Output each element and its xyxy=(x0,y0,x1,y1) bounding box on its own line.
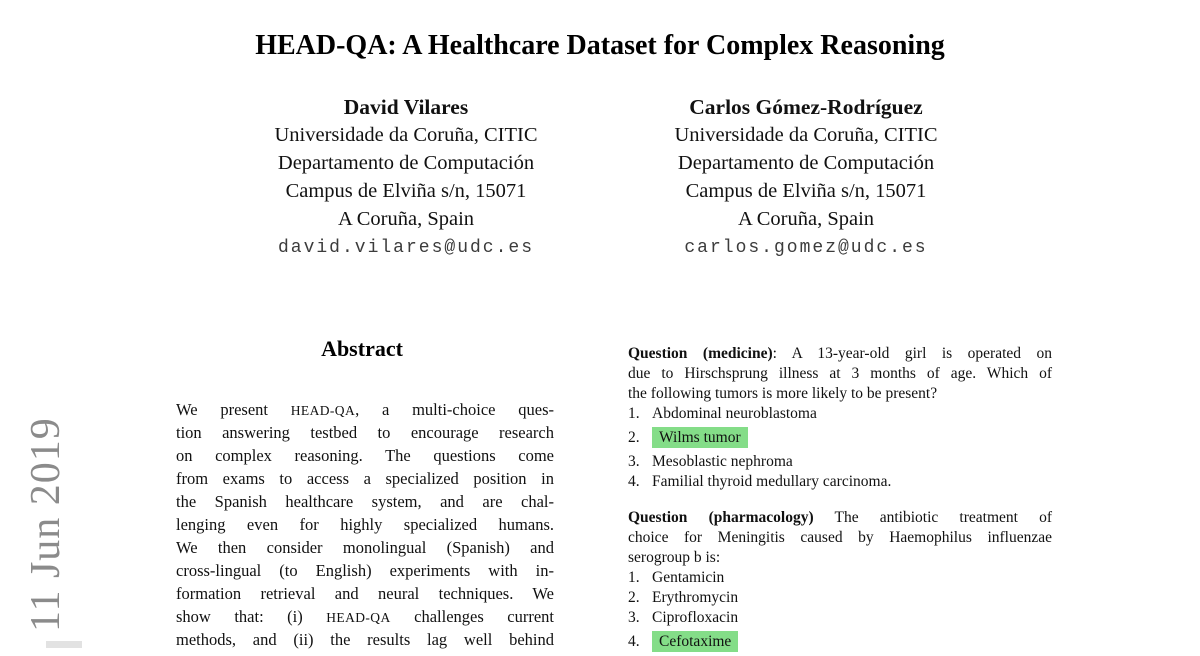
arxiv-date-watermark: 11 Jun 2019 xyxy=(23,417,69,632)
question-option xyxy=(628,404,1052,424)
option-text-highlighted: Wilms tumor xyxy=(652,427,748,448)
option-text: Mesoblastic nephroma xyxy=(652,453,793,470)
abstract-line: show that: (i) HEAD-QA challenges current xyxy=(176,607,554,626)
abstract-line: from exams to access a specialized position in xyxy=(176,469,554,488)
questions-figure xyxy=(628,344,1052,656)
question-options xyxy=(628,404,1052,492)
option-number: 3. xyxy=(628,609,640,626)
author-email: carlos.gomez@udc.es xyxy=(684,238,928,258)
author-block-1 xyxy=(196,93,616,262)
abstract-body xyxy=(176,398,554,651)
abstract-line: on complex reasoning. The questions come xyxy=(176,446,554,465)
question-option xyxy=(628,632,1052,652)
author-name: David Vilares xyxy=(343,95,469,119)
author-affiliation-line: A Coruña, Spain xyxy=(337,208,475,230)
option-number: 4. xyxy=(628,473,640,490)
question-options xyxy=(628,568,1052,652)
abstract-line: We then consider monolingual (Spanish) and xyxy=(176,538,554,557)
option-text: Erythromycin xyxy=(652,589,739,606)
author-affiliation-line: Campus de Elviña s/n, 15071 xyxy=(285,180,527,202)
option-number: 1. xyxy=(628,569,640,586)
abstract-line: the Spanish healthcare system, and are chal- xyxy=(176,492,554,511)
option-text: Gentamicin xyxy=(652,569,725,586)
question-option xyxy=(628,472,1052,492)
question-option xyxy=(628,428,1052,448)
question-block xyxy=(628,508,1052,652)
question-line: due to Hirschsprung illness at 3 months of age. Which of xyxy=(628,365,1052,382)
question-line: Question (medicine): A 13-year-old girl is operated on xyxy=(628,345,1053,362)
author-affiliation-line: Departamento de Computación xyxy=(277,152,535,174)
paper-title: HEAD-QA: A Healthcare Dataset for Complex Reasoning xyxy=(255,30,945,61)
author-affiliation-line: Universidade da Coruña, CITIC xyxy=(274,124,538,146)
option-text: Ciprofloxacin xyxy=(652,609,739,626)
option-number: 1. xyxy=(628,405,640,422)
option-text: Familial thyroid medullary carcinoma. xyxy=(652,473,892,490)
option-text-highlighted: Cefotaxime xyxy=(652,631,738,652)
abstract-line: tion answering testbed to encourage research xyxy=(176,423,554,442)
watermark-fragment xyxy=(46,641,82,648)
question-label: Question (pharmacology) xyxy=(628,509,814,526)
author-affiliation-line: A Coruña, Spain xyxy=(737,208,875,230)
question-line: Question (pharmacology) The antibiotic treatment of xyxy=(628,509,1053,526)
option-number: 3. xyxy=(628,453,640,470)
author-name: Carlos Gómez-Rodríguez xyxy=(689,95,923,119)
question-option xyxy=(628,452,1052,472)
question-option xyxy=(628,588,1052,608)
smallcaps-term: HEAD-QA xyxy=(290,403,356,418)
question-line: serogroup b is: xyxy=(628,549,721,566)
author-affiliation-line: Campus de Elviña s/n, 15071 xyxy=(685,180,927,202)
author-affiliation-line: Universidade da Coruña, CITIC xyxy=(674,124,938,146)
question-line: the following tumors is more likely to be present? xyxy=(628,385,938,402)
option-text: Abdominal neuroblastoma xyxy=(652,405,817,422)
author-block-2 xyxy=(596,93,1016,262)
abstract-line: lenging even for highly specialized humans. xyxy=(176,515,554,534)
abstract-line: formation retrieval and neural techniques. We xyxy=(176,584,554,603)
question-option xyxy=(628,568,1052,588)
option-number: 4. xyxy=(628,633,640,650)
author-affiliation-line: Departamento de Computación xyxy=(677,152,935,174)
option-number: 2. xyxy=(628,589,640,606)
question-label: Question (medicine) xyxy=(628,345,773,362)
question-block xyxy=(628,344,1052,492)
abstract-heading: Abstract xyxy=(321,336,403,361)
abstract-line: We present HEAD-QA, a multi-choice ques- xyxy=(176,400,554,419)
author-email: david.vilares@udc.es xyxy=(277,238,535,258)
question-option xyxy=(628,608,1052,628)
abstract-line: methods, and (ii) the results lag well behind xyxy=(176,630,554,649)
smallcaps-term: HEAD-QA xyxy=(326,610,391,625)
abstract-line: cross-lingual (to English) experiments with in- xyxy=(176,561,554,580)
question-line: choice for Meningitis caused by Haemophilus influenzae xyxy=(628,529,1052,546)
option-number: 2. xyxy=(628,429,640,446)
